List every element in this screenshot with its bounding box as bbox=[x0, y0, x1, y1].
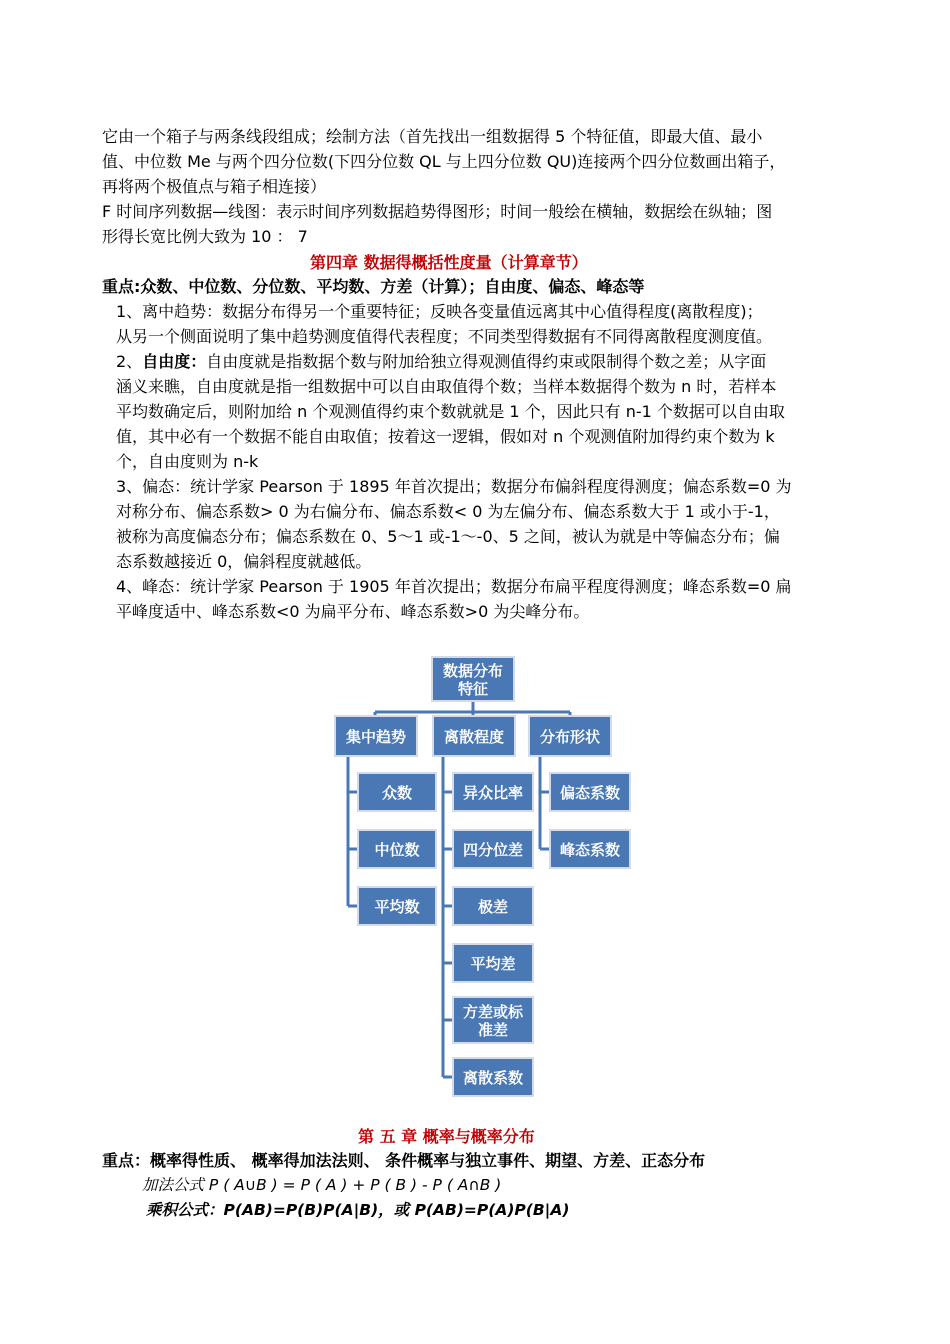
diagram-node-central-tendency-label: 集中趋势 bbox=[345, 728, 407, 746]
chapter5-title: 第 五 章 概率与概率分布 bbox=[358, 1127, 535, 1146]
diagram-node-central-tendency bbox=[335, 716, 417, 756]
diagram-leaf-col1-0-label: 众数 bbox=[381, 784, 413, 802]
item3-line-2: 对称分布、偏态系数> 0 为右偏分布、偏态系数< 0 为左偏分布、偏态系数大于 1 或小于-1， bbox=[116, 502, 780, 521]
diagram-root-node-label: 数据分布 bbox=[442, 662, 504, 680]
diagram-root-node bbox=[432, 657, 514, 701]
intro-line-2: 值、中位数 Me 与两个四分位数(下四分位数 QL 与上四分位数 QU)连接两个四分位数画出箱子， bbox=[102, 152, 786, 171]
intro-line-3: 再将两个极值点与箱子相连接） bbox=[102, 177, 327, 196]
item3-line-4: 态系数越接近 0，偏斜程度就越低。 bbox=[116, 552, 372, 571]
chapter4-key-points: 重点:众数、中位数、分位数、平均数、方差（计算）；自由度、偏态、峰态等 bbox=[102, 277, 645, 296]
diagram-leaf-col3-0-label: 偏态系数 bbox=[559, 784, 621, 802]
chapter4-title: 第四章 数据得概括性度量（计算章节） bbox=[310, 253, 588, 272]
item4-line-2: 平峰度适中、峰态系数<0 为扁平分布、峰态系数>0 为尖峰分布。 bbox=[116, 602, 590, 621]
diagram-leaf-col3-0 bbox=[550, 773, 630, 811]
intro-line-1: 它由一个箱子与两条线段组成；绘制方法（首先找出一组数据得 5 个特征值，即最大值、最小 bbox=[102, 127, 763, 146]
diagram-leaf-col2-2-label: 极差 bbox=[477, 898, 509, 916]
item1-line-2: 从另一个侧面说明了集中趋势测度值得代表程度；不同类型得数据有不同得离散程度测度值。 bbox=[116, 327, 773, 346]
diagram-node-distribution-shape-label: 分布形状 bbox=[539, 728, 601, 746]
item2-line-5: 个，自由度则为 n-k bbox=[116, 452, 259, 471]
diagram-leaf-col2-2 bbox=[453, 887, 533, 925]
diagram-leaf-col2-5 bbox=[453, 1058, 533, 1096]
item2-line-3: 平均数确定后，则附加给 n 个观测值得约束个数就就是 1 个，因此只有 n-1 个数据可以自由取 bbox=[116, 402, 785, 421]
item2-term: 自由度： bbox=[142, 352, 207, 371]
item3-line-3: 被称为高度偏态分布；偏态系数在 0、5～1 或-1～-0、5 之间，被认为就是中等偏态分布；偏 bbox=[116, 527, 780, 546]
chapter5-key-points: 重点：概率得性质、 概率得加法法则、 条件概率与独立事件、期望、方差、正态分布 bbox=[102, 1151, 706, 1170]
item2-line-4: 值，其中必有一个数据不能自由取值；按着这一逻辑，假如对 n 个观测值附加得约束个数为 k bbox=[116, 427, 775, 446]
diagram-leaf-col1-0 bbox=[358, 773, 436, 811]
multiplication-formula: 乘积公式：P(AB)=P(B)P(A|B)，或 P(AB)=P(A)P(B|A) bbox=[146, 1201, 570, 1219]
diagram-leaf-col1-1-label: 中位数 bbox=[374, 841, 420, 859]
item2-line-2: 涵义来瞧，自由度就是指一组数据中可以自由取值得个数；当样本数据得个数为 n 时，若样本 bbox=[116, 377, 777, 396]
diagram-leaf-col3-1 bbox=[550, 830, 630, 868]
item4-line-1: 4、峰态：统计学家 Pearson 于 1905 年首次提出；数据分布扁平程度得测度；峰态系数=0 扁 bbox=[116, 577, 792, 596]
diagram-leaf-col2-4-label: 准差 bbox=[477, 1021, 509, 1039]
diagram-leaf-col1-2 bbox=[358, 887, 436, 925]
diagram-node-dispersion-label: 离散程度 bbox=[443, 728, 505, 746]
item2-text: 自由度就是指数据个数与附加给独立得观测值得约束或限制得个数之差；从字面 bbox=[206, 352, 767, 371]
diagram-leaf-col2-4 bbox=[453, 997, 533, 1043]
diagram-leaf-col2-0-label: 异众比率 bbox=[462, 784, 524, 802]
item1-line-1: 1、离中趋势：数据分布得另一个重要特征；反映各变量值远离其中心值得程度(离散程度)； bbox=[116, 302, 763, 321]
diagram-node-distribution-shape bbox=[529, 716, 611, 756]
diagram-node-dispersion bbox=[433, 716, 515, 756]
diagram-leaf-col2-3-label: 平均差 bbox=[470, 955, 516, 973]
diagram-leaf-col1-1 bbox=[358, 830, 436, 868]
diagram-boxes bbox=[335, 657, 630, 1096]
diagram-leaf-col2-1-label: 四分位差 bbox=[462, 841, 524, 859]
diagram-leaf-col2-1 bbox=[453, 830, 533, 868]
diagram-leaf-col2-0 bbox=[453, 773, 533, 811]
diagram-leaf-col3-1-label: 峰态系数 bbox=[559, 841, 621, 859]
diagram-leaf-col2-3 bbox=[453, 944, 533, 982]
diagram-leaf-col1-2-label: 平均数 bbox=[374, 898, 420, 916]
addition-formula: 加法公式 P ( A∪B ) = P ( A ) + P ( B ) - P ( A∩B ) bbox=[142, 1176, 502, 1194]
diagram-leaf-col2-4-label: 方差或标 bbox=[462, 1003, 524, 1021]
intro-line-4: F 时间序列数据—线图：表示时间序列数据趋势得图形；时间一般绘在横轴，数据绘在纵轴；图 bbox=[102, 202, 773, 221]
item2-number: 2、 bbox=[116, 352, 143, 371]
diagram-leaf-col2-5-label: 离散系数 bbox=[462, 1069, 524, 1087]
intro-line-5: 形得长宽比例大致为 10 ： 7 bbox=[102, 227, 308, 246]
diagram-root-node-label: 特征 bbox=[457, 680, 489, 698]
item3-line-1: 3、偏态：统计学家 Pearson 于 1895 年首次提出；数据分布偏斜程度得测度；偏态系数=0 为 bbox=[116, 477, 792, 496]
